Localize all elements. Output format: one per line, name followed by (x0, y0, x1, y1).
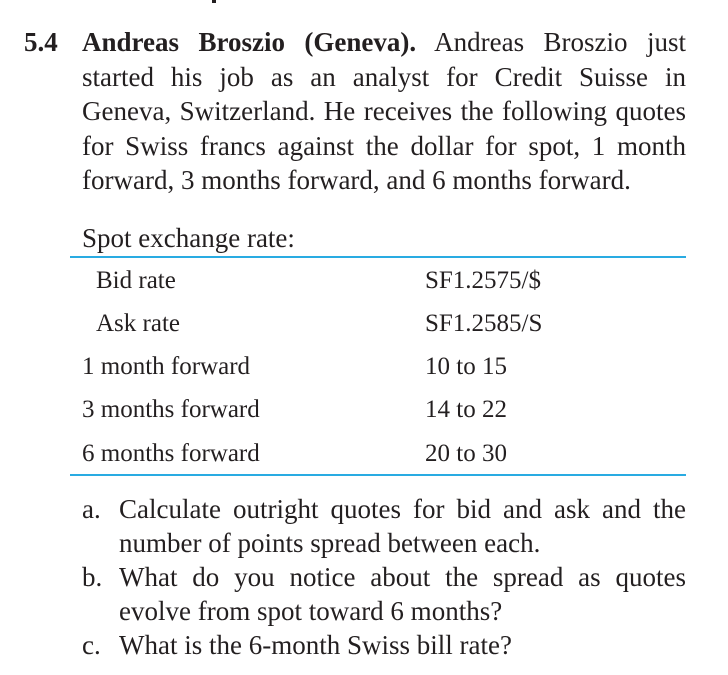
question-letter: a. (82, 494, 101, 524)
row-label: 3 months forward (82, 396, 260, 423)
row-value: SF1.2585/S (425, 310, 543, 337)
question-list (82, 492, 686, 662)
row-value: 10 to 15 (425, 353, 507, 380)
table-row (70, 434, 686, 474)
question-letter: c. (82, 630, 101, 660)
question-letter: b. (82, 562, 103, 592)
problem-number: 5.4 (24, 27, 58, 57)
problem-statement (82, 25, 686, 198)
question-item (82, 492, 686, 560)
quote-table (70, 256, 686, 476)
question-text: What is the 6-month Swiss bill rate? (119, 630, 512, 660)
question-item (82, 628, 686, 662)
row-label: 1 month forward (82, 353, 251, 380)
question-text: What do you notice about the spread as quotes evolve from spot toward 6 months? (119, 562, 686, 626)
table-row (70, 304, 686, 344)
question-item (82, 560, 686, 628)
row-value: SF1.2575/$ (425, 267, 542, 294)
table-caption: Spot exchange rate: (82, 223, 295, 253)
problem-heading: Andreas Broszio (Geneva). (82, 27, 417, 57)
problem-body: Andreas Broszio just started his job as an analyst for Credit Suisse in Geneva, Switzerland. He receives the following quotes for Swiss francs against the dollar for spot, 1 month forward, 3 months forward, and 6 months forward. (82, 27, 687, 195)
row-value: 20 to 30 (425, 440, 507, 467)
table-row (70, 261, 686, 301)
row-value: 14 to 22 (425, 396, 507, 423)
table-row (70, 347, 686, 387)
page-edge-mark (212, 0, 216, 3)
row-label: 6 months forward (82, 440, 260, 467)
table-row (70, 390, 686, 430)
question-text: Calculate outright quotes for bid and ask and the number of points spread between each. (119, 494, 686, 558)
row-label: Ask rate (96, 310, 180, 337)
row-label: Bid rate (96, 267, 176, 294)
